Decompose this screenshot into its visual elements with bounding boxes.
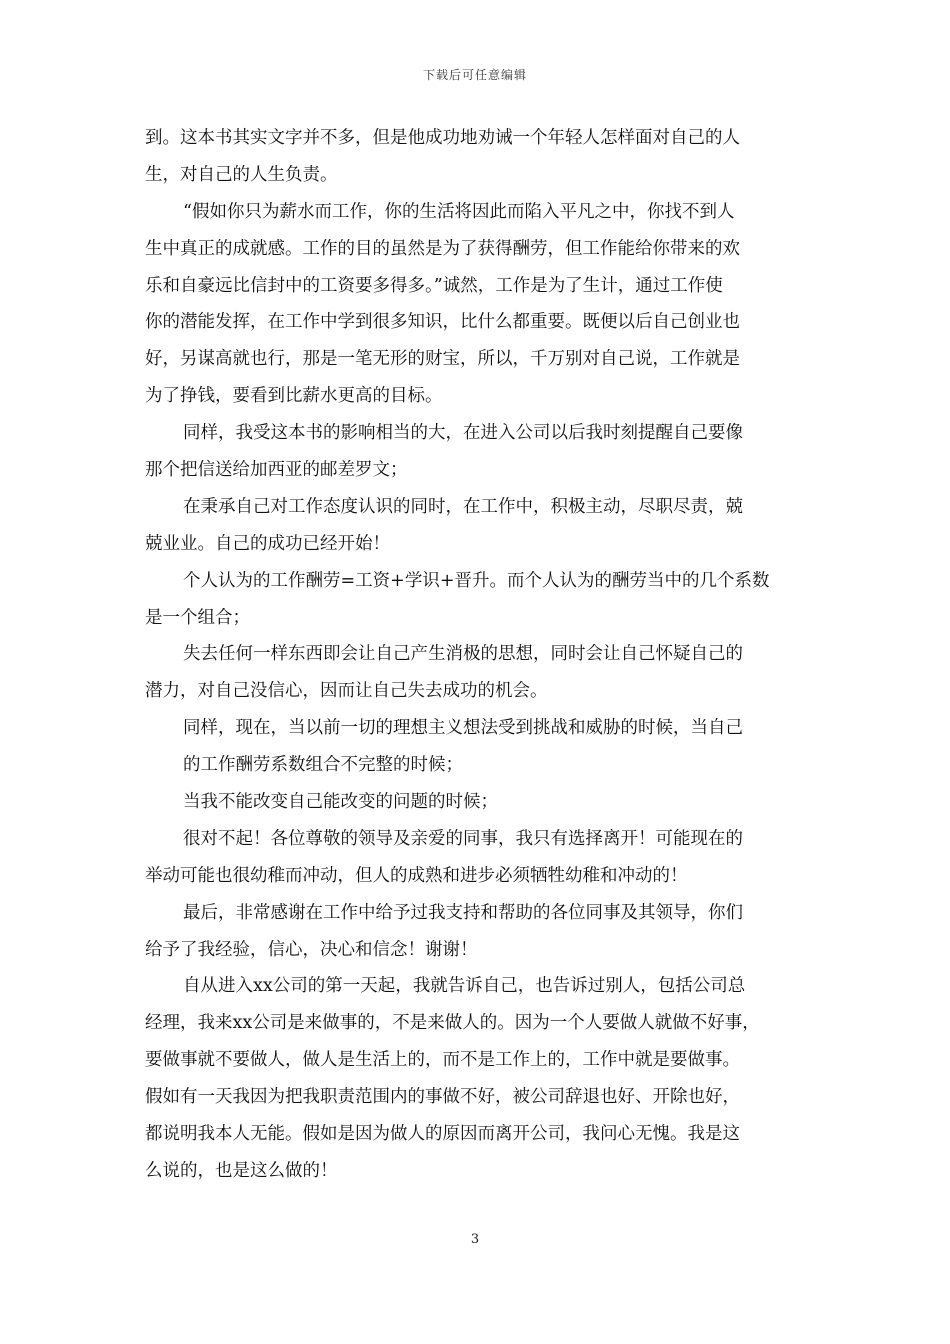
text-line: 自从进入xx公司的第一天起，我就告诉自己，也告诉过别人，包括公司总 — [183, 976, 746, 997]
text-line: 乐和自豪远比信封中的工资要多得多。”诚然，工作是为了生计，通过工作使 — [145, 275, 723, 296]
text-line: 潜力，对自己没信心，因而让自己失去成功的机会。 — [145, 681, 548, 702]
text-line: 很对不起！各位尊敬的领导及亲爱的同事，我只有选择离开！可能现在的 — [183, 828, 743, 849]
page-header: 下载后可任意编辑 — [422, 68, 527, 82]
text-line: 失去任何一样东西即会让自己产生消极的思想，同时会让自己怀疑自己的 — [183, 644, 743, 665]
text-line: 给予了我经验，信心，决心和信念！谢谢！ — [145, 939, 478, 960]
text-line: 是一个组合； — [145, 607, 250, 628]
text-line: 的工作酬劳系数组合不完整的时候； — [183, 755, 463, 776]
text-line: 都说明我本人无能。假如是因为做人的原因而离开公司，我问心无愧。我是这 — [145, 1124, 740, 1145]
text-line: 在秉承自己对工作态度认识的同时，在工作中，积极主动，尽职尽责，兢 — [183, 496, 743, 517]
text-line: 你的潜能发挥，在工作中学到很多知识，比什么都重要。既便以后自己创业也 — [145, 312, 740, 333]
page-number: 3 — [470, 1232, 480, 1247]
text-line: 到。这本书其实文字并不多，但是他成功地劝诫一个年轻人怎样面对自己的人 — [145, 128, 740, 148]
text-line: 最后，非常感谢在工作中给予过我支持和帮助的各位同事及其领导，你们 — [183, 902, 743, 923]
text-line: “假如你只为薪水而工作，你的生活将因此而陷入平凡之中，你找不到人 — [183, 201, 735, 222]
text-line: 同样，现在，当以前一切的理想主义想法受到挑战和威胁的时候，当自己 — [183, 718, 743, 739]
text-line: 那个把信送给加西亚的邮差罗文； — [145, 460, 408, 481]
text-line: 举动可能也很幼稚而冲动，但人的成熟和进步必须牺牲幼稚和冲动的！ — [145, 865, 688, 886]
text-line: 假如有一天我因为把我职责范围内的事做不好，被公司辞退也好、开除也好， — [145, 1087, 740, 1108]
body-text — [145, 120, 815, 1190]
text-line: 要做事就不要做人，做人是生活上的，而不是工作上的，工作中就是要做事。 — [145, 1050, 740, 1071]
text-line: 生中真正的成就感。工作的目的虽然是为了获得酬劳，但工作能给你带来的欢 — [145, 238, 740, 259]
text-line: 么说的，也是这么做的！ — [145, 1160, 338, 1181]
text-line: 经理，我来xx公司是来做事的，不是来做人的。因为一个人要做人就做不好事， — [145, 1013, 760, 1034]
text-line: 个人认为的工作酬劳=工资+学识+晋升。而个人认为的酬劳当中的几个系数 — [183, 570, 770, 591]
text-line: 兢业业。自己的成功已经开始！ — [145, 533, 390, 554]
text-line: 当我不能改变自己能改变的问题的时候； — [183, 792, 498, 813]
text-line: 同样，我受这本书的影响相当的大，在进入公司以后我时刻提醒自己要像 — [183, 423, 743, 444]
text-line: 好，另谋高就也行，那是一笔无形的财宝，所以，千万别对自己说，工作就是 — [145, 349, 740, 370]
text-line: 生，对自己的人生负责。 — [145, 164, 338, 185]
text-line: 为了挣钱，要看到比薪水更高的目标。 — [145, 386, 443, 407]
